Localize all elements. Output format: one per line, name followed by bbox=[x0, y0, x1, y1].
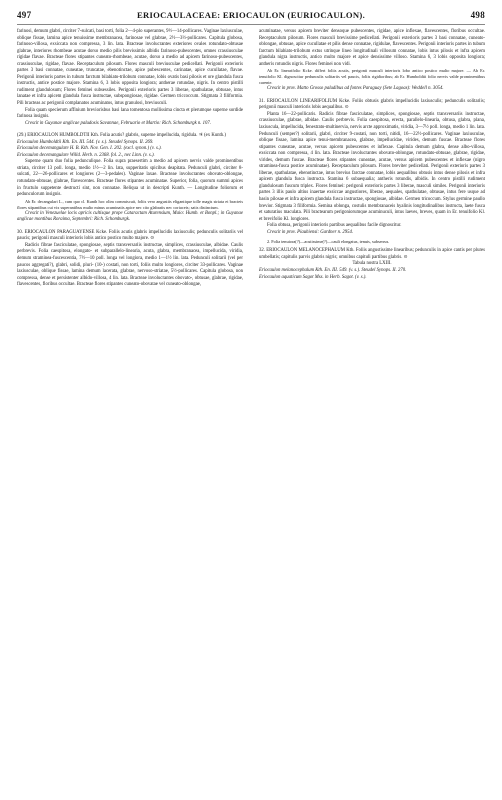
text-paragraph: Tabula nostra LXIII. bbox=[352, 261, 392, 267]
text-paragraph: Superne quam duo folia pedunculique. Folia supra praesertim a medio ad apicem nervis valde prominentibus striata, circiter 13 poll. longa, medio 1½—2 lin. lata, supperitatis spicibus deapitata. Pedunculi glabri, circiter 8-sulcati, 22—26-pollicares et longiores (2—3-pedales). Vaginae laxae. Bracteae involucrantes obovato-oblongae, rotundato-obtusae, glabrae, flavescentes. Bracteae flores stipantes acuminatae. Superior, folia, quorum summi apices in fructulo suppetente destructi sint, non connatae. Reliqua ut in descripti Kunth. — Longitudine foliorum et pedunculorum insignis. bbox=[17, 159, 243, 198]
text-paragraph: Ab Er. decangulari L., cum quo cl. Kunth hoc olim commiscuit, foliis vero angustiis eligantique tolle magis striata et bracteis flores stipantibus cui vix superantibus multo minus acuminatis apice nec cito glabratis nec coriaceis; satis distinctum. bbox=[17, 198, 243, 210]
text-paragraph: Crescit in prov. Piauhiensi: Gardner n. 2954. bbox=[267, 229, 354, 235]
text-paragraph: (29.) ERIOCAULON HUMBOLDTII Kth. Folia acutis? glabris, superne impellucida, rigidula. ♃ (ex Kunth.) bbox=[17, 133, 226, 139]
text-paragraph: 2. Folia tenuiora(?)—acutissime(?)—cauli elongatus, tenuis, subserrus. bbox=[267, 239, 390, 245]
right-column bbox=[259, 29, 485, 289]
text-paragraph: Planta 16—22-pollicaris. Radicis fibrae fasciculatae, simplices, spongiosae, septis transversariis instructae, crassiusculae, glabrae, albidae. Caulis perbrevis. Folia caespitosa, erecta, parallelo-linearia, obtusa, glabra, plana, laxiuscula, impellucida, fenestrato-multinervia, nervis arcte approximatis, viridia, 3—7½ poll. longa, medio 1 lin. lata. Pedunculi (semper?) solitarii, glabri, circiter 9-costati, non torti, nitidi, 16—22½-pollicares. Vaginae laxiusculae, oblique fissae, lamina apice tenui-membranacea, glabrae, impellucidae, virides, demum fuscae. Bracteae flores stipantes cuneatae, acutae, versus apicem pubescentes et inflexae. Capitula demum glabra, dense albo-villosa, exsiccata non compressa, 4 lin. lata. Bracteae involucrantes obovato-oblongae, rotundato-obtusae, glabrae, rigidae, virides, demum fuscae. Bracteae flores stipantes cuneatae, acutae, versus apicem pubescentes et inflexae (nigro straminea-fusca postice acuminatae). Receptaculum pilosum. Flores breviter pedicellati. Perigonii exterioris partes 3 liberae, spathulatae, ebenotinctae, intus brevius farctae connatae, lobis aequalibus obtusis intus dense pilosis et infra apicem glandula fusca instructa. Stamina 6 subaequalia; antheris rotundis, albidis. In centro pistilli rudiment glandulosum fuscum triplex. Flores feminei: perigonii exterioris partes 3 liberae, masculi similes. Perigonii interioris partes 3 illis paulo altius inaertae exsiccae angustiores, liberae, aequales, spathulatae, obtusae, intus fere usque ad basin pilosae et infra apicem glandula fusca instructae, spongiosae, albidae. Germen tricoccum. Stylus germine paullo brevior. Stigmata 3 filiformia. Semina oblonga, costulis membranaceis hyalinis longitudinalibus instructa, laete fusca et saturatius maculata. Pili bractearum perigoniorumque acuminuculi, intus laeves, breves, quam in Er. tenuifolio Kl. et brevifolio Kl. longiores. bbox=[259, 111, 485, 222]
text-paragraph: 32. ERIOCAULON MELANOCEPHALUM Kth. Foliis angustissime linearibus; pedunculis in apice cantis per plures umbellatis; capitulis parvis glabris nigris; omnibus capituli partibus glabris. ⊙ bbox=[259, 248, 485, 260]
text-paragraph: Eriocaulon aquaticum Sagot Mss. in Herb. Sagot. (v. s.). bbox=[259, 274, 367, 280]
left-column bbox=[17, 29, 243, 289]
two-column-body bbox=[17, 29, 485, 289]
text-paragraph: Crescit in Guyanae anglicae paludosis Savannae, Februario et Martio: Rich. Schomburgk n. 107. bbox=[25, 120, 211, 126]
page-header-title: ERIOCAULACEAE: ERIOCAULON (EURIOCAULON). bbox=[136, 10, 366, 20]
text-paragraph: Radicis fibrae fasciculatae, spongiosae, septis transversariis instructae, simplices, crassiusculae, albidae. Caulis perbrevis. Folia caespitosa, elongato- et subparallelo-linearia, acuta, glabra, membranacea, impellucida, viridia, demum straminea-fuscescentia, 7½—10 poll. longa vel longiora, medio 1—1½ lin. lata. Pedunculi solitarii (vel per paucos aggregati?), glabri, solidi, pluri- (10-) costati, non torti, foliis multo longiores, circiter 33-pollicares. Vaginae laxiusculae, oblique fissae, lamina demum lacerata, glabrae, nervoso-striatae, 5½-pollicares. Capitula globosa, non compressa, dense et persistenter albido-villosa, 4 lin. lata. Bracteae involucrantes obovato-, obtusae, glabrae, rigidae, flavescentes, floribus occultae. Bracteae flores stipantes cuneato-obovatae vel cuneato-oblongae, bbox=[17, 242, 243, 288]
running-header bbox=[17, 10, 485, 25]
text-paragraph: Eriocaulon melanocephalum Kth. En. III. 549. (v. s.). Steudel Synops. II. 270. bbox=[259, 267, 407, 273]
text-paragraph: Ab Er. linearifolio Kcke. differt foliis acutis, perigonii masculi interioris lobo antico postico multo majore. — Ab Er. tenuifolio Kl. dignoscitur pedunculis solitariis vel paucis, foliis rigidioribus; ab Er. Humboldtii folio nervis valde prominentibus carente. bbox=[259, 68, 485, 86]
text-paragraph: Folia quam specierum affinium breviorisbus basi lana tomentosa mollissima cincta et plerumque superne sordide farinosa insignis. bbox=[17, 107, 243, 120]
text-paragraph: Crescit in prov. Matto Grosso paludibus ad fontes Paraguay (Sete Lagoas): Weddell n. 3054. bbox=[267, 86, 444, 92]
text-paragraph: farinosi, demum glabri, circiter 7-sulcati, basi torti, folia 2—4-plo superantes, 9½—14-pollicares. Vaginae laxiusculae, oblique fissae, lamina apice tenuissime membranacea, farinosae vel glabrae, 2½—3½-pollicares. Capitula globosa, farinoso-villosa, exsiccata non compressa, 3 lin. lata. Bracteae involucrantes exteriores ovales rotundato-obtusae glabrae, interiores rhombeae acutae dorso medio pilis brevissimis albidis farinoso-pubescentes, omnes crassiusculae rigidae flavae. Bracteae flores stipantes cuneato-rhombeae, acutae, dorso a medio ad apicem farinoso-pubescentes, crassiusculae, rigidae, flavae. Receptaculum pilosum. Flores masculi breviusculae pedicellati. Perigonii exterioris partes 3 basi connatae, cuneatae, truncatae, ebenotinctae, apice pubescentes, carinatae, apice cucullatae, flavae. Perigonii interioris partes in tubum farctum bilabiato-trilobum connatae, lobis ovatis basi pilosis et ore glandula fusca instructis, antice postice majore. Stamina 6, 3 lobis opposita longiora; antherae rotundae, nigris. In centro pistilli rudiment glandulosum; Flores feminei subsessiles. Perigonii exterioris partes 3 liberae, spathulatae, obtusae, intus lanatae et infra apicem glandula fusca instructae, subspongiosae, rigidae. Germen triccoccum. Stigmata 3 filiformia. Pili bracteas ac perigonii complanatos acuminatos, intus granulosi, breviusculi. bbox=[17, 29, 243, 107]
text-paragraph: Crescit in Venezuelae locis apricis cultisque prope Cataractam Aturensium, Maio: Humb. et Bonpl.; in Guyanae anglicae montibus Roraima, Septembri: Rich. Schomburgk. bbox=[17, 210, 243, 223]
text-paragraph: Eriocaulon decemangulare Willd. Herb. n. 2368. fol. 2., nec Linn. (v. s.). bbox=[17, 152, 155, 158]
text-paragraph: acuminatae, versus apicem breviter densoque pubescentes, rigidae, apice inflexae, flavescentes, floribus occultae. Receptaculum pilosum. Flores masculi brevissime pedicellati. Perigonii exterioris partes 3 basi connatae, cuneato-oblongae, obtusae, apice cucullatae et pilis dense connatae, rigidulae, flavescentes. Perigonii interioris partes in tubum farctum bilabiato-trilobum extus utrinque lineo longitudinali villosum connatae, lobis intus pilosis et infra apicem glandula nigra instructis, antico multo majore et apice densissime villoso. Stamina 6, 3 lobis opposita longiora; antheris rotundis nigris. Flores feminei non vidi. bbox=[259, 29, 485, 67]
text-paragraph: Eriocaulon Humboldtii Kth. En. III. 544. (v. s.). Steudel Synops. II. 269. bbox=[17, 139, 154, 145]
left-page-number: 497 bbox=[17, 10, 32, 20]
text-paragraph: 30. ERIOCAULON PARAGUAYENSE Kcke. Foliis acutis glabris impellucidis laxiusculis; pedunculis solitariis vel paucis; perigonii masculi interioris lobis antico postico multo majore. ⊙ bbox=[17, 229, 243, 242]
right-page-number: 498 bbox=[470, 10, 485, 20]
text-paragraph: 31. ERIOCAULON LINEARIFOLIUM Kcke. Foliis obtusis glabris impellucidis laxiusculis; pedunculis solitariis; perigonii masculi interioris lobis aequalibus. ⊙ bbox=[259, 98, 485, 111]
text-paragraph: Eriocaulon decemangulare H. B. Kth. Nov. Gen. I. 202. (excl. synon.) (v. s.). bbox=[17, 146, 162, 152]
text-paragraph: Folia obtusa, perigonii interioris partibus aequalibus facile dignoscitur. bbox=[267, 223, 402, 229]
